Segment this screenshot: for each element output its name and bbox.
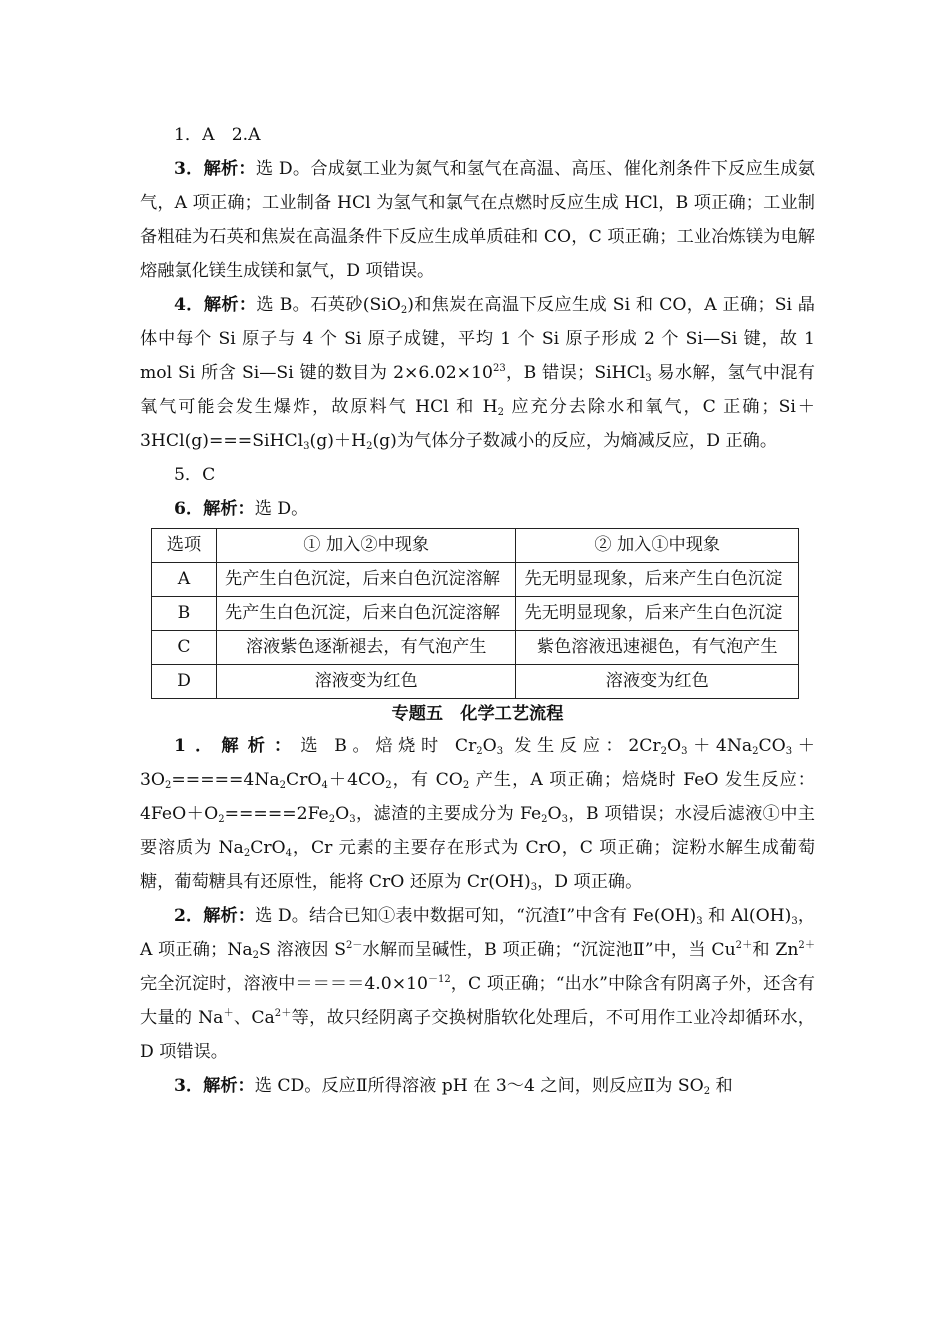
- answer-4: 4．解析：选 B。石英砂(SiO$_2$)和焦炭在高温下反应生成 Si 和 CO，A 正确；Si 晶体中每个 Si 原子与 4 个 Si 原子成键，平均 1 个 Si 原子形成 2 个 Si—Si 键，故 1 mol Si 所含 Si—Si 键的数目为 $2\times 6.02\times 10^{23}$，B 错误；SiHCl$_3$ 易水解，氢气中混有氧气可能会发生爆炸，故原料气 HCl 和 $H_2$ 应充分去除水和氧气，C 正确；$Si+3HCl(g)===SiHCl_3(g)+H_2(g)$为气体分子数减小的反应，为熵减反应，D 正确。: [140, 295, 815, 452]
- section-answer-3: 3．解析：选 CD。反应Ⅱ所得溶液 pH 在 3～4 之间，则反应Ⅱ为 $SO_2$ 和: [174, 1076, 733, 1097]
- section-answer-2: 2．解析：选 D。结合已知①表中数据可知，“沉渣Ⅰ”中含有 $Fe(OH)_3$ 和 $Al(OH)_3$，A 项正确；$Na_2S$ 溶液因 $S^{2-}$水解而呈碱性，B 项正确；“沉淀池Ⅱ”中，当 $Cu^{2+}$和 $Zn^{2+}$完全沉淀时，溶液中$====4.0\times 10^{-12}$，C 项正确；“出水”中除含有阴离子外，还含有大量的 Na＋、$Ca^{2+}$等，故只经阴离子交换树脂软化处理后，不可用作工业冷却循环水，D 项错误。: [140, 906, 816, 1062]
- table-row: [152, 563, 799, 597]
- phenomena-table: [151, 528, 799, 699]
- table-cell: 先产生白色沉淀，后来白色沉淀溶解: [216, 597, 516, 631]
- table-header: ② 加入①中现象: [516, 529, 799, 563]
- answer-1-2: 1．A 2.A: [174, 125, 261, 145]
- table-cell: 先无明显现象，后来产生白色沉淀: [516, 597, 799, 631]
- table-cell: A: [152, 563, 217, 597]
- table-cell: 先产生白色沉淀，后来白色沉淀溶解: [216, 563, 516, 597]
- section-answer-1: 1．解析：选 B。焙烧时 $Cr_2O_3$ 发生反应：$2Cr_2O_3+4Na_2CO_3+3O_2=====4Na_2CrO_4+4CO_2$，有 $CO_2$ 产生，A 项正确；焙烧时 FeO 发生反应：$4FeO+O_2=====2Fe_2O_3$，滤渣的主要成分为 $Fe_2O_3$，B 项错误；水浸后滤液①中主要溶质为 $Na_2CrO_4$，Cr 元素的主要存在形式为 CrO，C 项正确；淀粉水解生成葡萄糖，葡萄糖具有还原性，能将 CrO 还原为 $Cr(OH)_3$，D 项正确。: [140, 736, 816, 893]
- answer-3: 3．解析：选 D。合成氨工业为氮气和氢气在高温、高压、催化剂条件下反应生成氨气，A 项正确；工业制备 HCl 为氢气和氯气在点燃时反应生成 HCl，B 项正确；工业制备粗硅为石英和焦炭在高温条件下反应生成单质硅和 CO，C 项正确；工业冶炼镁为电解熔融氯化镁生成镁和氯气，D 项错误。: [140, 159, 815, 281]
- answer-5: 5．C: [174, 465, 216, 485]
- section-title: 专题五 化学工艺流程: [391, 704, 564, 724]
- table-cell: C: [152, 631, 217, 665]
- answer-6: 6．解析：选 D。: [174, 499, 309, 519]
- table-header-row: [152, 529, 799, 563]
- table-row: [152, 631, 799, 665]
- table-cell: 溶液变为红色: [516, 665, 799, 699]
- table-cell: 紫色溶液迅速褪色，有气泡产生: [516, 631, 799, 665]
- table-cell: B: [152, 597, 217, 631]
- table-row: [152, 665, 799, 699]
- table-cell: 溶液变为红色: [216, 665, 516, 699]
- table-cell: 溶液紫色逐渐褪去，有气泡产生: [216, 631, 516, 665]
- table-row: [152, 597, 799, 631]
- document-page: [140, 118, 815, 1103]
- table-header: 选项: [152, 529, 217, 563]
- table-cell: 先无明显现象，后来产生白色沉淀: [516, 563, 799, 597]
- table-cell: D: [152, 665, 217, 699]
- table-header: ① 加入②中现象: [216, 529, 516, 563]
